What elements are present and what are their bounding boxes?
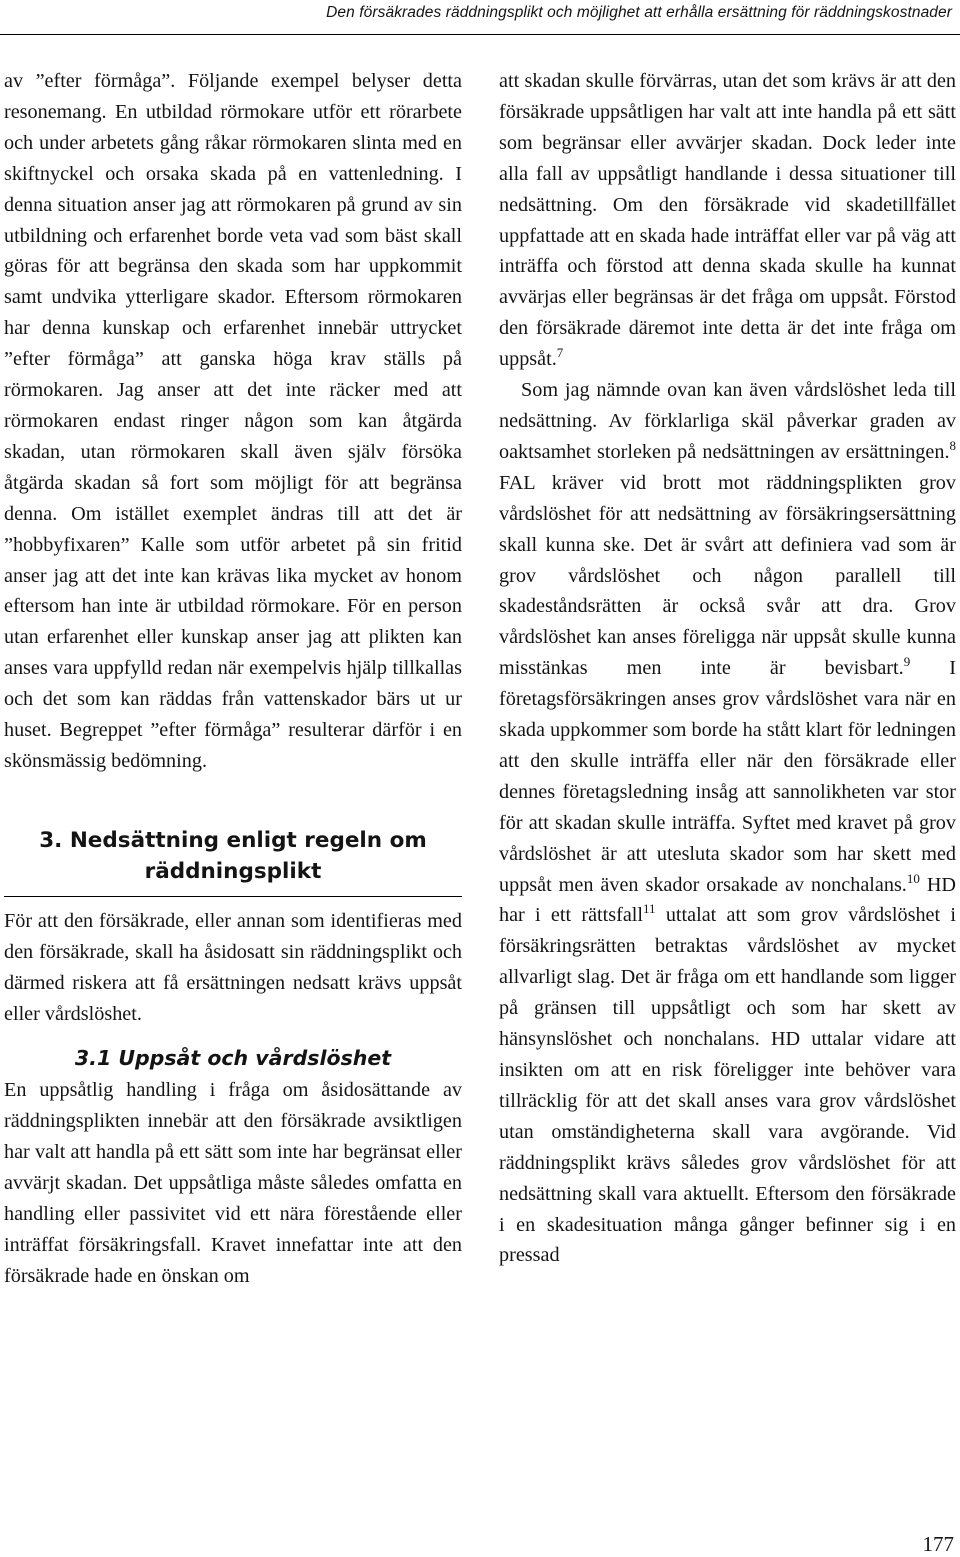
paragraph-text: FAL kräver vid brott mot räddningsplikten grov vårdslöshet för att nedsättning av försäkringsersättning skall kunna ske. Det är svårt att definiera vad som är grov vårdslöshet och någon parallell till skadeståndsrätten är också svår att dra. Grov vårdslöshet kan anses föreligga när uppsåt skulle kunna misstänkas men inte är bevisbart. [499,471,956,680]
footnote-ref: 7 [556,345,564,361]
footnote-ref: 11 [643,901,656,917]
header-divider [0,34,960,35]
body-paragraph [499,375,956,1271]
right-column [499,66,956,1271]
paragraph-text: uttalat att som grov vårdslöshet i försäkringsrätten betraktas vårdslöshet av mycket allvarligt slag. Det är fråga om ett handlande som ligger på gränsen till uppsåtligt och som har skett av hänsynslöshet och nonchalans. HD uttalar vidare att insikten om att en risk föreligger inte behöver vara tillräcklig för att det skall anses vara grov vårdslöshet utan omständigheterna skall vara avgörande. Vid räddningsplikt krävs således grov vårdslöshet för att nedsättning skall vara aktuellt. Eftersom den försäkrade i en skadesituation många gånger befinner sig i en pressad [499,904,956,1267]
paragraph-text: I företagsförsäkringen anses grov vårdslöshet vara när en skada uppkommer som borde ha stått klart för ledningen att den skulle inträffa eller när den försäkrade eller dennes företagsledning insåg att sannolikheten var stor för att skadan skulle inträffa. Syftet med kravet på grov vårdslöshet är att utesluta skador som har skett med uppsåt men även skador orsakade av nonchalans. [499,657,956,896]
left-column [4,66,462,1292]
subsection-heading: 3.1 Uppsåt och vårdslöshet [74,1046,392,1071]
body-paragraph: En uppsåtlig handling i fråga om åsidosättande av räddningsplikten innebär att den försäkrade avsiktligen har valt att handla på ett sätt som inte har begränsat eller avvärjt skadan. Det uppsåtliga måste således omfatta en handling eller passivitet vid ett nära förestående eller inträffat försäkringsfall. Kravet innefattar inte att den försäkrade hade en önskan om [4,1079,462,1287]
body-paragraph: av ”efter förmåga”. Följande exempel belyser detta resonemang. En utbildad rörmokare utför ett rörarbete och under arbetets gång råkar rörmokaren slinta med en skiftnyckel och orsaka skada på en vattenledning. I denna situation anser jag att rörmokaren på grund av sin utbildning och erfarenhet borde veta vad som bäst skall göras för att begränsa den skada som har uppkommit samt undvika ytterligare skador. Eftersom rörmokaren har denna kunskap och erfarenhet innebär uttrycket ”efter förmåga” att ganska höga krav ställs på rörmokaren. Jag anser att det inte räcker med att rörmokaren endast ringer någon som kan åtgärda skadan, utan rörmokaren skall även själv försöka åtgärda skadan så fort som möjligt för att begränsa denna. Om istället exemplet ändras till att det är ”hobbyfixaren” Kalle som utför arbetet på sin fritid anser jag att det inte kan krävas lika mycket av honom eftersom han inte är utbildad rörmokare. För en person utan erfarenhet eller kunskap anser jag att plikten kan anses vara uppfylld redan när exempelvis hjälp tillkallas och det som kan räddas från vattenskador bärs ut ur huset. Begreppet ”efter förmåga” resulterar därför i en skönsmässig bedömning. [4,70,462,772]
paragraph-text: Som jag nämnde ovan kan även vårdslöshet leda till nedsättning. Av förklarliga skäl påverkar graden av oaktsamhet storleken på nedsättningen av ersättningen. [499,379,956,463]
body-paragraph: För att den försäkrade, eller annan som identifieras med den försäkrade, skall ha åsidosatt sin räddningsplikt och därmed riskera att få ersättningen nedsatt krävs uppsåt eller vårdslöshet. [4,909,462,1025]
footnote-ref: 8 [949,438,956,454]
page-number: 177 [922,1532,954,1556]
footnote-ref: 10 [906,870,920,886]
footnote-ref: 9 [903,654,911,670]
running-header: Den försäkrades räddningsplikt och möjlighet att erhålla ersättning för räddningskostnader [326,4,952,21]
paragraph-text: att skadan skulle förvärras, utan det som krävs är att den försäkrade uppsåtligen har valt att inte handla på ett sätt som begränsar eller avvärjer skadan. Dock leder inte alla fall av uppsåtligt handlande i dessa situationer till nedsättning. Om den försäkrade vid skadetillfället uppfattade att en skada hade inträffat eller var på väg att inträffa och förstod att denna skada skulle ha kunnat avvärjas eller begränsas är det fråga om uppsåt. Förstod den försäkrade däremot inte detta är det inte fråga om uppsåt. [499,70,956,371]
body-paragraph [499,66,956,375]
section-heading: 3. Nedsättning enligt regeln om räddningsplikt [4,825,462,897]
paragraph-text: HD har i ett rättsfall [499,873,956,927]
